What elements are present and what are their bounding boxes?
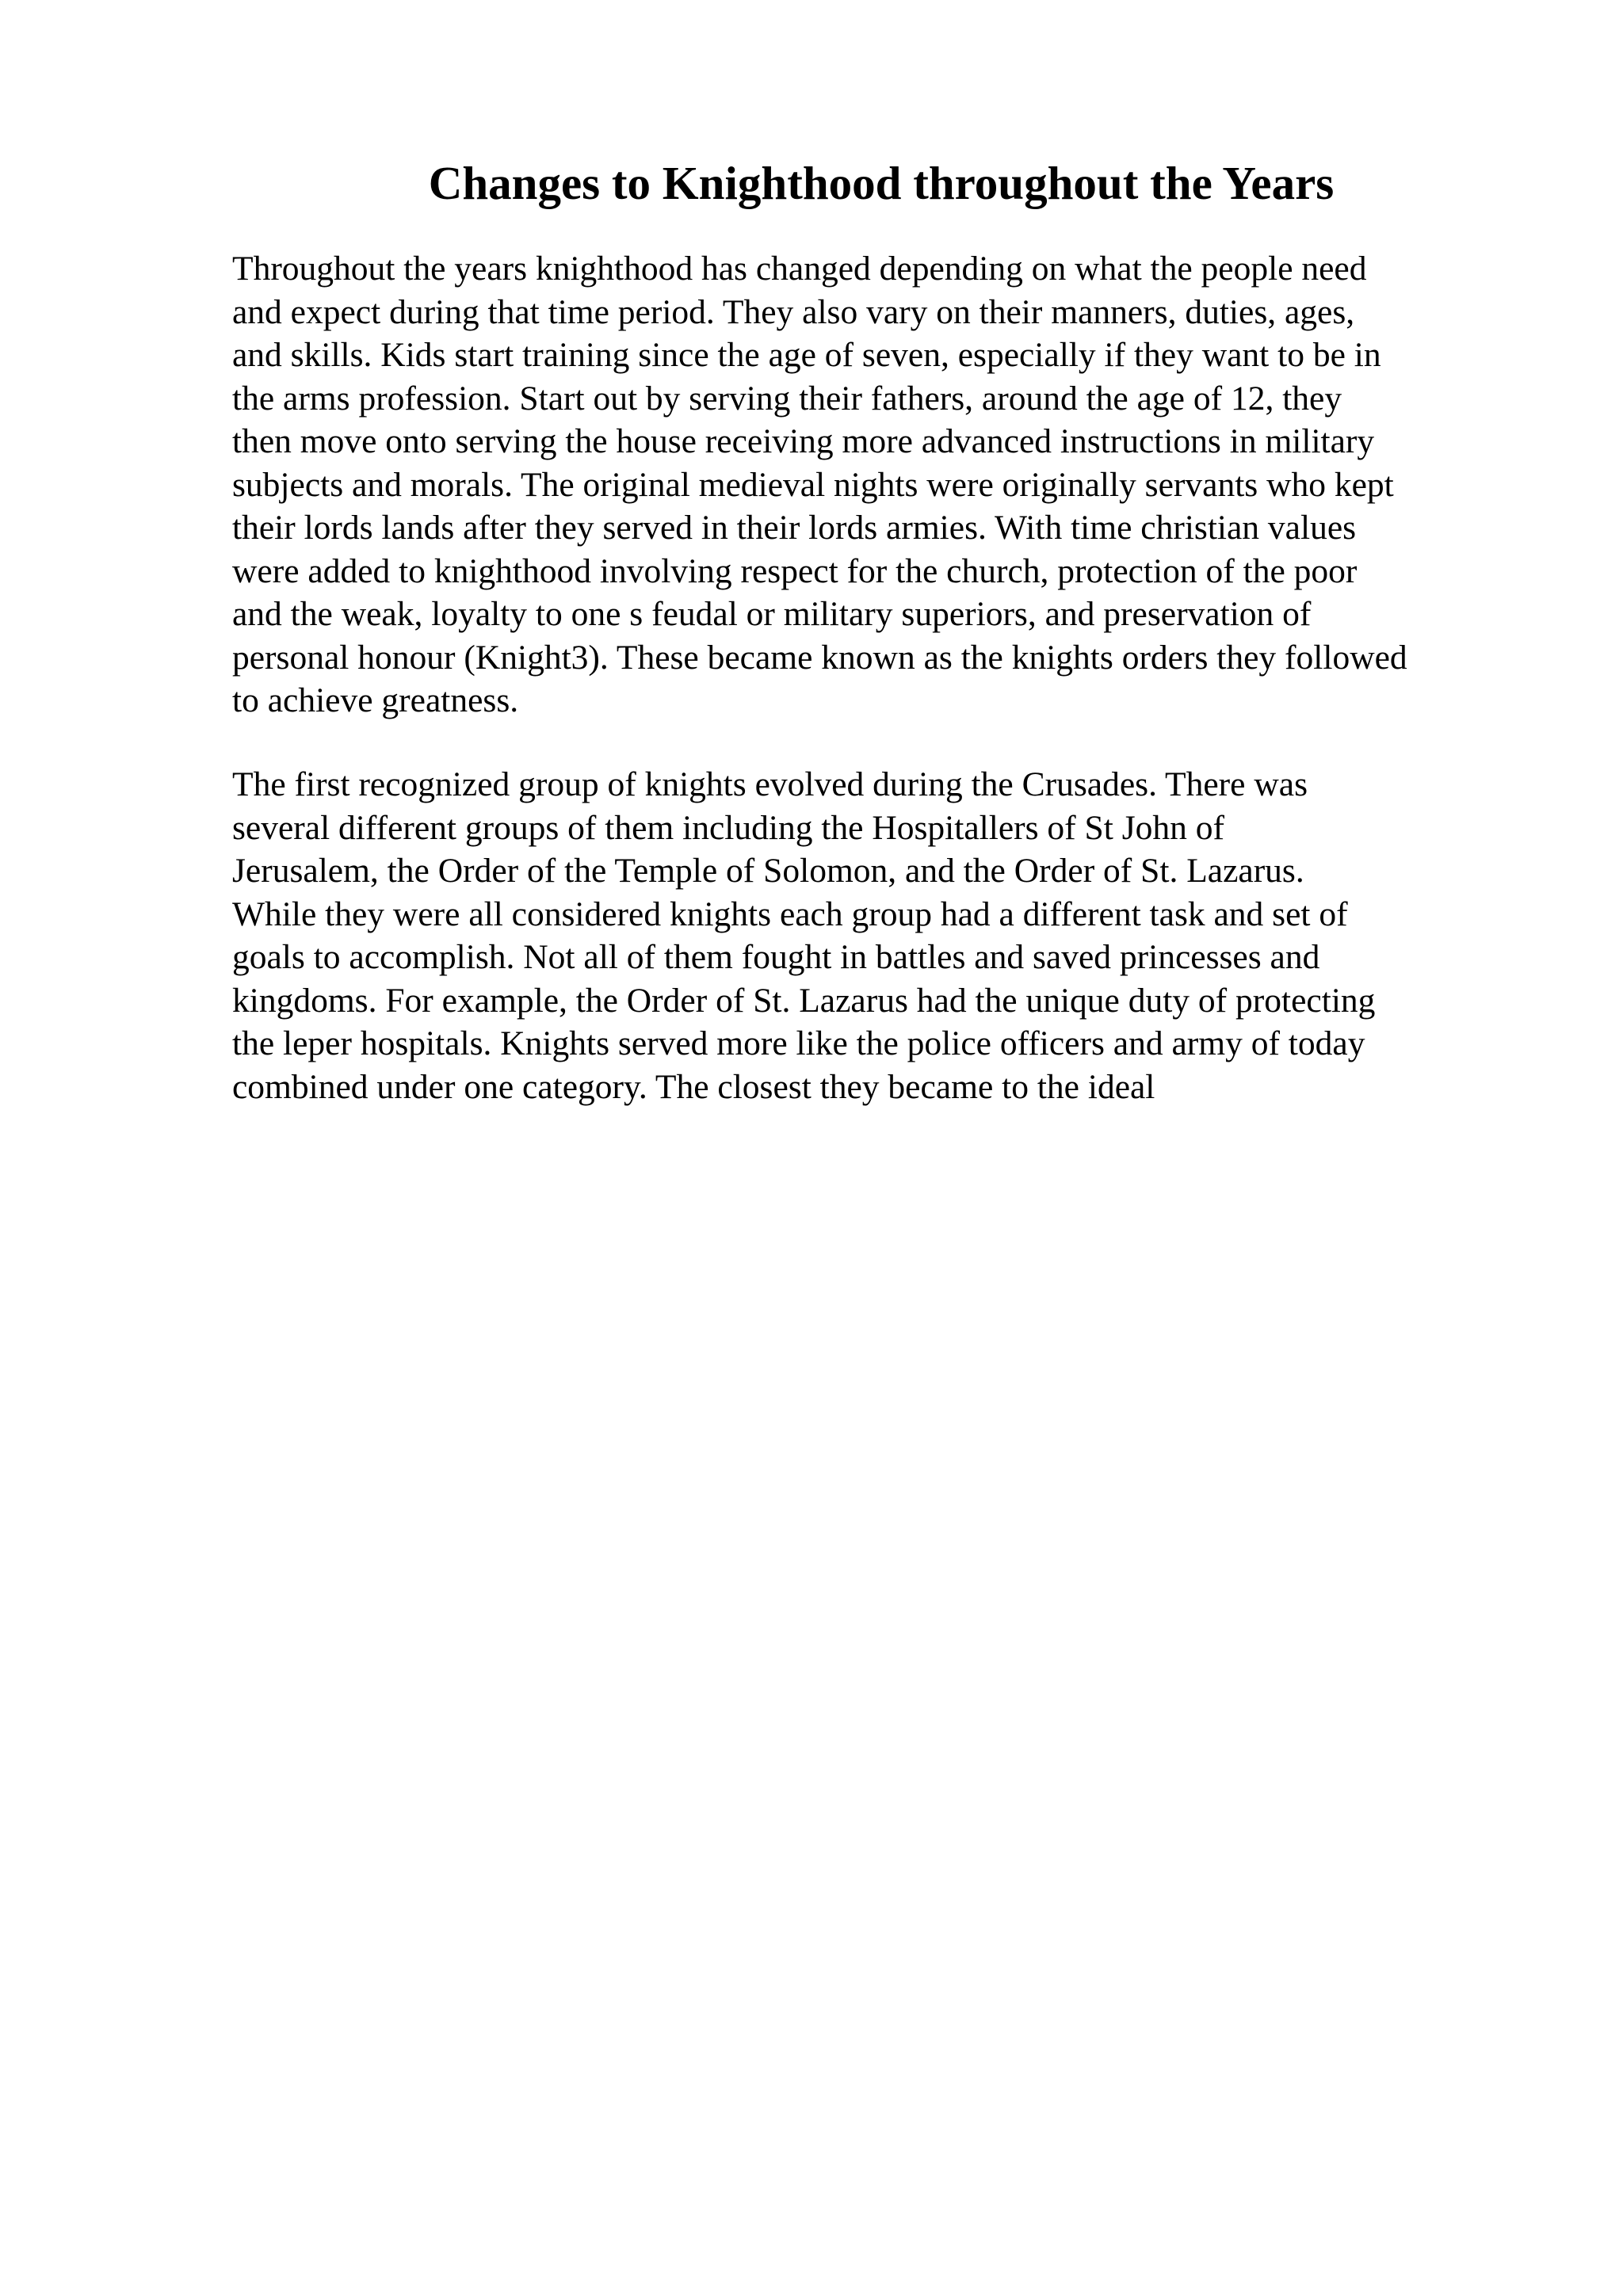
paragraph-1 — [232, 247, 1407, 723]
document-title: Changes to Knighthood throughout the Years — [428, 157, 1335, 209]
paragraph-line: combined under one category. The closest they became to the ideal — [232, 1067, 1155, 1106]
paragraph-line: then move onto serving the house receiving more advanced instructions in military — [232, 422, 1375, 460]
paragraph-line: their lords lands after they served in their lords armies. With time christian values — [232, 509, 1357, 547]
paragraph-line: and the weak, loyalty to one s feudal or military superiors, and preservation of — [232, 595, 1312, 633]
paragraph-line: personal honour (Knight3). These became known as the knights orders they followed — [232, 638, 1407, 677]
paragraph-line: several different groups of them including the Hospitallers of St John of — [232, 808, 1224, 847]
paragraph-line: subjects and morals. The original medieval nights were originally servants who kept — [232, 465, 1394, 504]
paragraph-2 — [232, 763, 1375, 1108]
paragraph-line: the arms profession. Start out by serving their fathers, around the age of 12, they — [232, 379, 1342, 418]
paragraph-line: kingdoms. For example, the Order of St. Lazarus had the unique duty of protecting — [232, 981, 1376, 1020]
paragraph-line: Jerusalem, the Order of the Temple of Solomon, and the Order of St. Lazarus. — [232, 852, 1304, 890]
paragraph-line: and skills. Kids start training since the age of seven, especially if they want to be in — [232, 336, 1381, 374]
paragraph-line: Throughout the years knighthood has changed depending on what the people need — [232, 250, 1367, 288]
paragraph-line: to achieve greatness. — [232, 681, 519, 719]
paragraph-line: The first recognized group of knights evolved during the Crusades. There was — [232, 765, 1308, 803]
paragraph-line: While they were all considered knights each group had a different task and set of — [232, 894, 1348, 933]
paragraph-line: goals to accomplish. Not all of them fought in battles and saved princesses and — [232, 938, 1320, 976]
paragraph-line: the leper hospitals. Knights served more like the police officers and army of today — [232, 1024, 1365, 1062]
paragraph-line: and expect during that time period. They also vary on their manners, duties, ages, — [232, 292, 1355, 331]
paragraph-line: were added to knighthood involving respect for the church, protection of the poor — [232, 551, 1358, 590]
